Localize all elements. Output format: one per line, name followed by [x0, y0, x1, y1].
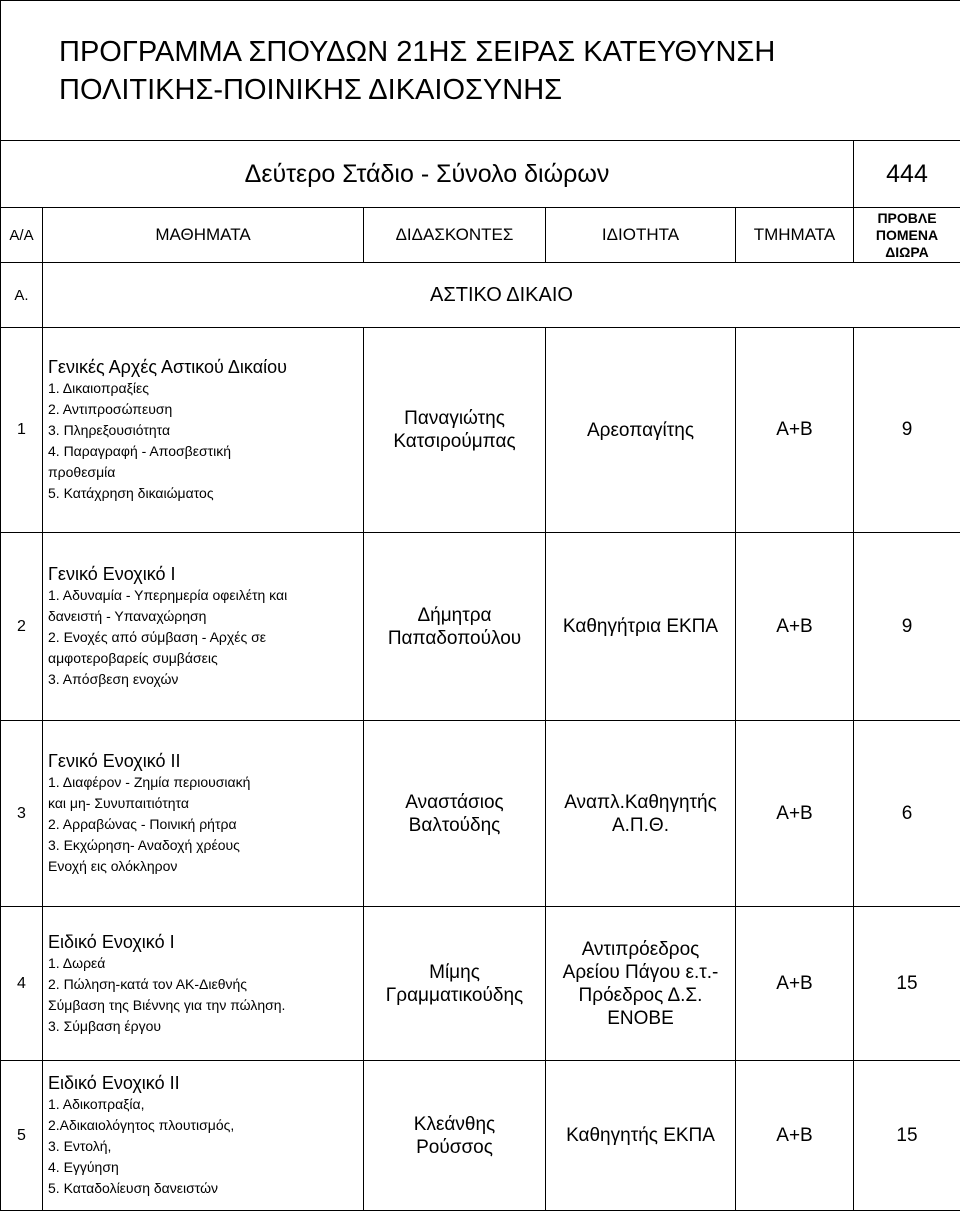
course-title: Γενικό Ενοχικό Ι	[48, 564, 176, 584]
header-hours-line-1: ΠΡΟΒΛΕ	[877, 209, 937, 226]
course-topic: 4. Εγγύηση	[48, 1159, 119, 1175]
table-row	[1, 328, 960, 533]
row-number: 2	[1, 533, 43, 721]
teacher-name-line: Μίμης	[429, 961, 480, 983]
course-topic: 3. Εκχώρηση- Αναδοχή χρέους	[48, 837, 240, 853]
course-topic: 4. Παραγραφή - Αποσβεστική	[48, 443, 232, 459]
teacher-name-line: Κλεάνθης	[413, 1113, 496, 1135]
table-row	[1, 721, 960, 907]
course-topic: δανειστή - Υπαναχώρηση	[48, 608, 207, 624]
course-topic: 3. Εντολή,	[48, 1138, 112, 1154]
title-row	[1, 1, 960, 141]
sections-cell: Α+Β	[736, 533, 854, 721]
status-line: Αρεοπαγίτης	[586, 419, 695, 441]
table-row	[1, 907, 960, 1061]
subtitle: Δεύτερο Στάδιο - Σύνολο διώρων	[1, 141, 854, 208]
status-line: Αντιπρόεδρος	[581, 938, 700, 960]
header-hours-line-3: ΔΙΩΡΑ	[885, 243, 929, 260]
course-cell	[43, 328, 364, 533]
status-cell	[546, 328, 736, 533]
table-row	[1, 533, 960, 721]
section-row	[1, 263, 960, 328]
course-rows	[1, 328, 960, 1211]
course-topic: 1. Αδυναμία - Υπερημερία οφειλέτη και	[48, 587, 288, 603]
sections-cell: Α+Β	[736, 907, 854, 1061]
header-status: ΙΔΙΟΤΗΤΑ	[546, 208, 736, 263]
course-topic: 1. Αδικοπραξία,	[48, 1096, 145, 1112]
course-topic: 1. Δωρεά	[48, 954, 106, 971]
status-cell	[546, 1061, 736, 1211]
course-topic: Ενοχή εις ολόκληρον	[48, 858, 178, 874]
course-topic: 2. Αντιπροσώπευση	[48, 401, 173, 417]
sections-cell: Α+Β	[736, 1061, 854, 1211]
hours-cell: 6	[854, 721, 960, 907]
status-line: Καθηγητής ΕΚΠΑ	[566, 1125, 715, 1146]
course-cell	[43, 1061, 364, 1211]
status-line: Αρείου Πάγου ε.τ.-	[562, 961, 719, 983]
teacher-name-line: Ρούσσος	[416, 1136, 493, 1158]
course-topic: 5. Κατάχρηση δικαιώματος	[48, 485, 214, 501]
teacher-cell	[364, 907, 546, 1061]
header-row	[1, 208, 960, 263]
page-title	[1, 1, 960, 141]
row-number: 3	[1, 721, 43, 907]
teacher-name-line: Βαλτούδης	[408, 814, 501, 836]
teacher-name-line: Κατσιρούμπας	[393, 431, 516, 452]
row-number: 4	[1, 907, 43, 1061]
hours-cell: 15	[854, 1061, 960, 1211]
section-label: Α.	[1, 263, 43, 328]
teacher-cell	[364, 721, 546, 907]
status-line: Πρόεδρος Δ.Σ.	[578, 984, 703, 1006]
course-topic: προθεσμία	[48, 464, 116, 480]
hours-cell: 9	[854, 328, 960, 533]
title-line-2: ΠΟΛΙΤΙΚΗΣ-ΠΟΙΝΙΚΗΣ ΔΙΚΑΙΟΣΥΝΗΣ	[59, 73, 563, 106]
header-hours	[854, 208, 960, 263]
sections-cell: Α+Β	[736, 721, 854, 907]
header-courses: ΜΑΘΗΜΑΤΑ	[43, 208, 364, 263]
header-sections: ΤΜΗΜΑΤΑ	[736, 208, 854, 263]
section-title: ΑΣΤΙΚΟ ΔΙΚΑΙΟ	[43, 263, 960, 328]
status-cell	[546, 533, 736, 721]
status-line: Καθηγήτρια ΕΚΠΑ	[562, 616, 719, 637]
hours-cell: 9	[854, 533, 960, 721]
hours-cell: 15	[854, 907, 960, 1061]
course-topic: αμφοτεροβαρείς συμβάσεις	[48, 650, 218, 666]
teacher-name-line: Αναστάσιος	[405, 791, 504, 813]
subtitle-row	[1, 141, 960, 208]
header-aa: Α/Α	[1, 208, 43, 263]
teacher-cell	[364, 1061, 546, 1211]
total-hours: 444	[854, 141, 960, 208]
teacher-name-line: Παπαδοπούλου	[387, 627, 522, 649]
header-teachers: ΔΙΔΑΣΚΟΝΤΕΣ	[364, 208, 546, 263]
status-cell	[546, 721, 736, 907]
course-topic: Σύμβαση της Βιέννης για την πώληση.	[48, 996, 286, 1013]
course-topic: 5. Καταδολίευση δανειστών	[48, 1180, 219, 1196]
course-topic: 2. Ενοχές από σύμβαση - Αρχές σε	[48, 629, 266, 645]
status-line: ΕΝΟΒΕ	[607, 1007, 674, 1029]
title-line-1: ΠΡΟΓΡΑΜΜΑ ΣΠΟΥΔΩΝ 21ΗΣ ΣΕΙΡΑΣ ΚΑΤΕΥΘΥΝΣΗ	[59, 35, 776, 68]
course-topic: 3. Απόσβεση ενοχών	[48, 671, 179, 687]
teacher-cell	[364, 533, 546, 721]
sections-cell: Α+Β	[736, 328, 854, 533]
teacher-name-line: Γραμματικούδης	[385, 984, 524, 1006]
course-title: Ειδικό Ενοχικό Ι	[48, 931, 175, 952]
course-topic: και μη- Συνυπαιτιότητα	[48, 795, 189, 811]
table-row	[1, 1061, 960, 1211]
course-title: Γενικές Αρχές Αστικού Δικαίου	[48, 357, 287, 377]
course-topic: 2. Πώληση-κατά τον ΑΚ-Διεθνής	[48, 975, 248, 992]
course-title: Γενικό Ενοχικό ΙΙ	[48, 751, 181, 771]
teacher-name-line: Δήμητρα	[417, 604, 492, 626]
status-line: Αναπλ.Καθηγητής	[564, 791, 717, 813]
course-topic: 1. Διαφέρον - Ζημία περιουσιακή	[48, 774, 251, 790]
course-cell	[43, 533, 364, 721]
row-number: 5	[1, 1061, 43, 1211]
course-topic: 3. Σύμβαση έργου	[48, 1017, 162, 1034]
course-topic: 2.Αδικαιολόγητος πλουτισμός,	[48, 1117, 235, 1133]
status-cell	[546, 907, 736, 1061]
teacher-cell	[364, 328, 546, 533]
course-topic: 1. Δικαιοπραξίες	[48, 380, 149, 396]
course-title: Ειδικό Ενοχικό ΙΙ	[48, 1073, 180, 1093]
row-number: 1	[1, 328, 43, 533]
header-hours-line-2: ΠΟΜΕΝΑ	[875, 226, 939, 243]
course-topic: 3. Πληρεξουσιότητα	[48, 422, 171, 438]
teacher-name-line: Παναγιώτης	[404, 408, 505, 429]
status-line: Α.Π.Θ.	[611, 814, 669, 836]
course-cell	[43, 721, 364, 907]
course-topic: 2. Αρραβώνας - Ποινική ρήτρα	[48, 816, 237, 832]
course-cell	[43, 907, 364, 1061]
